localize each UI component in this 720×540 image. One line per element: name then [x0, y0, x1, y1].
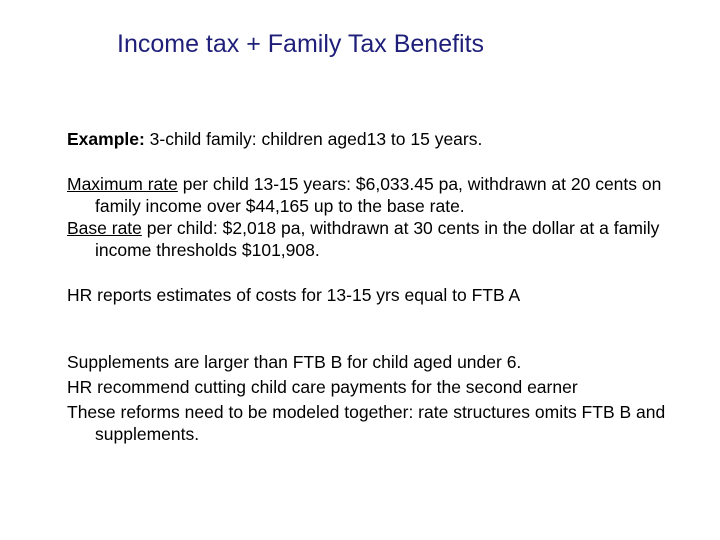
slide-title: Income tax + Family Tax Benefits — [117, 30, 485, 58]
example-label: Example: — [67, 129, 145, 149]
slide-body — [67, 128, 707, 445]
supplements-paragraph: Supplements are larger than FTB B for child aged under 6. — [67, 352, 522, 372]
hr-reports-paragraph: HR reports estimates of costs for 13-15 yrs equal to FTB A — [67, 285, 521, 305]
maximum-rate-text: per child 13-15 years: $6,033.45 pa, withdrawn at 20 cents on family income over $44,165 up to the base rate. — [95, 174, 662, 216]
base-rate-paragraph — [67, 217, 707, 261]
spacer — [67, 261, 707, 284]
example-paragraph — [67, 128, 707, 150]
spacer — [67, 306, 707, 351]
base-rate-term: Base rate — [67, 218, 142, 238]
reforms-paragraph: These reforms need to be modeled together: rate structures omits FTB B and supplements. — [67, 402, 666, 444]
base-rate-text: per child: $2,018 pa, withdrawn at 30 cents in the dollar at a family income thresholds $101,908. — [95, 218, 660, 260]
spacer — [67, 150, 707, 173]
example-text: 3-child family: children aged13 to 15 years. — [144, 129, 483, 149]
maximum-rate-term: Maximum rate — [67, 174, 178, 194]
maximum-rate-paragraph — [67, 173, 707, 217]
hr-recommend-paragraph: HR recommend cutting child care payments for the second earner — [67, 377, 578, 397]
